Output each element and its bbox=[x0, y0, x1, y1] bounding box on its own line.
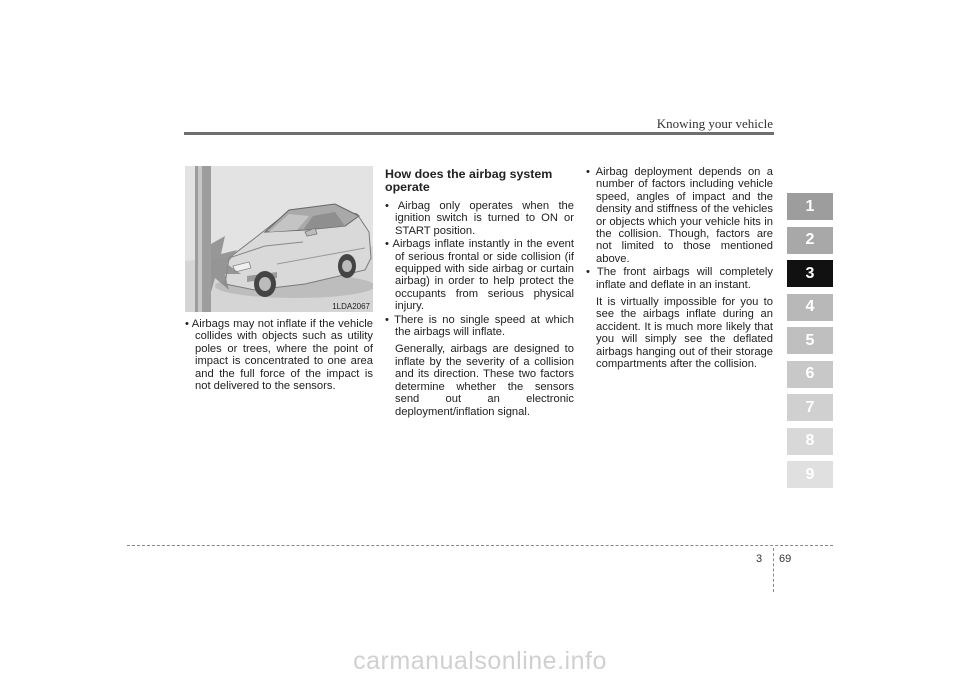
chapter-tab-1[interactable]: 1 bbox=[787, 193, 833, 220]
page-header-title: Knowing your vehicle bbox=[656, 116, 773, 131]
chapter-tab-2[interactable]: 2 bbox=[787, 227, 833, 254]
chapter-tab-6[interactable]: 6 bbox=[787, 361, 833, 388]
right-bullet-1: • Airbag deployment depends on a number of factors including vehicle speed, angles of impact and the density and stiffness of the vehicles or objects which your vehicle hits in the collision. Though, factors are not limited to those mentioned above. bbox=[586, 166, 773, 265]
figure-code: 1LDA2067 bbox=[332, 302, 370, 311]
middle-bullet-1: • Airbag only operates when the ignition switch is turned to ON or START position. bbox=[385, 200, 574, 237]
watermark: carmanualsonline.info bbox=[353, 647, 607, 675]
chapter-number: 3 bbox=[756, 553, 763, 565]
middle-sub-paragraph: Generally, airbags are designed to inflate by the severity of a collision and its direction. These two factors determine whether the sensors send out an electronic deployment/inflation signal. bbox=[395, 343, 574, 418]
car-pole-drawing bbox=[185, 166, 373, 312]
chapter-tab-3[interactable]: 3 bbox=[787, 260, 833, 287]
chapter-tab-7[interactable]: 7 bbox=[787, 394, 833, 421]
middle-column bbox=[385, 168, 574, 419]
page-number: 69 bbox=[779, 553, 792, 565]
chapter-tab-9[interactable]: 9 bbox=[787, 461, 833, 488]
left-bullet-1: • Airbags may not inflate if the vehicle collides with objects such as utility poles or trees, where the point of impact is concentrated to one area and the full force of the impact is not delivered to the sensors. bbox=[185, 318, 373, 393]
section-heading: How does the airbag system operate bbox=[385, 167, 553, 194]
chapter-tab-8[interactable]: 8 bbox=[787, 428, 833, 455]
right-bullet-2: • The front airbags will completely inflate and deflate in an instant. bbox=[586, 266, 773, 291]
left-column bbox=[185, 318, 373, 393]
chapter-tabs bbox=[787, 193, 833, 495]
car-collision-illustration bbox=[185, 166, 373, 312]
middle-bullet-2: • Airbags inflate instantly in the event of serious frontal or side collision (if equipped with side airbag or curtain airbag) in order to help protect the occupants from serious physical injury. bbox=[385, 238, 574, 313]
header-rule bbox=[184, 132, 774, 135]
footer-rule bbox=[127, 545, 833, 546]
page-divider bbox=[773, 548, 774, 592]
right-column bbox=[586, 166, 773, 372]
chapter-tab-5[interactable]: 5 bbox=[787, 327, 833, 354]
middle-bullet-3: • There is no single speed at which the airbags will inflate. bbox=[385, 313, 574, 339]
right-sub-paragraph: It is virtually impossible for you to see the airbags inflate during an accident. It is much more likely that you will simply see the deflated airbags hanging out of their storage compartments after the collision. bbox=[596, 296, 773, 371]
chapter-tab-4[interactable]: 4 bbox=[787, 294, 833, 321]
